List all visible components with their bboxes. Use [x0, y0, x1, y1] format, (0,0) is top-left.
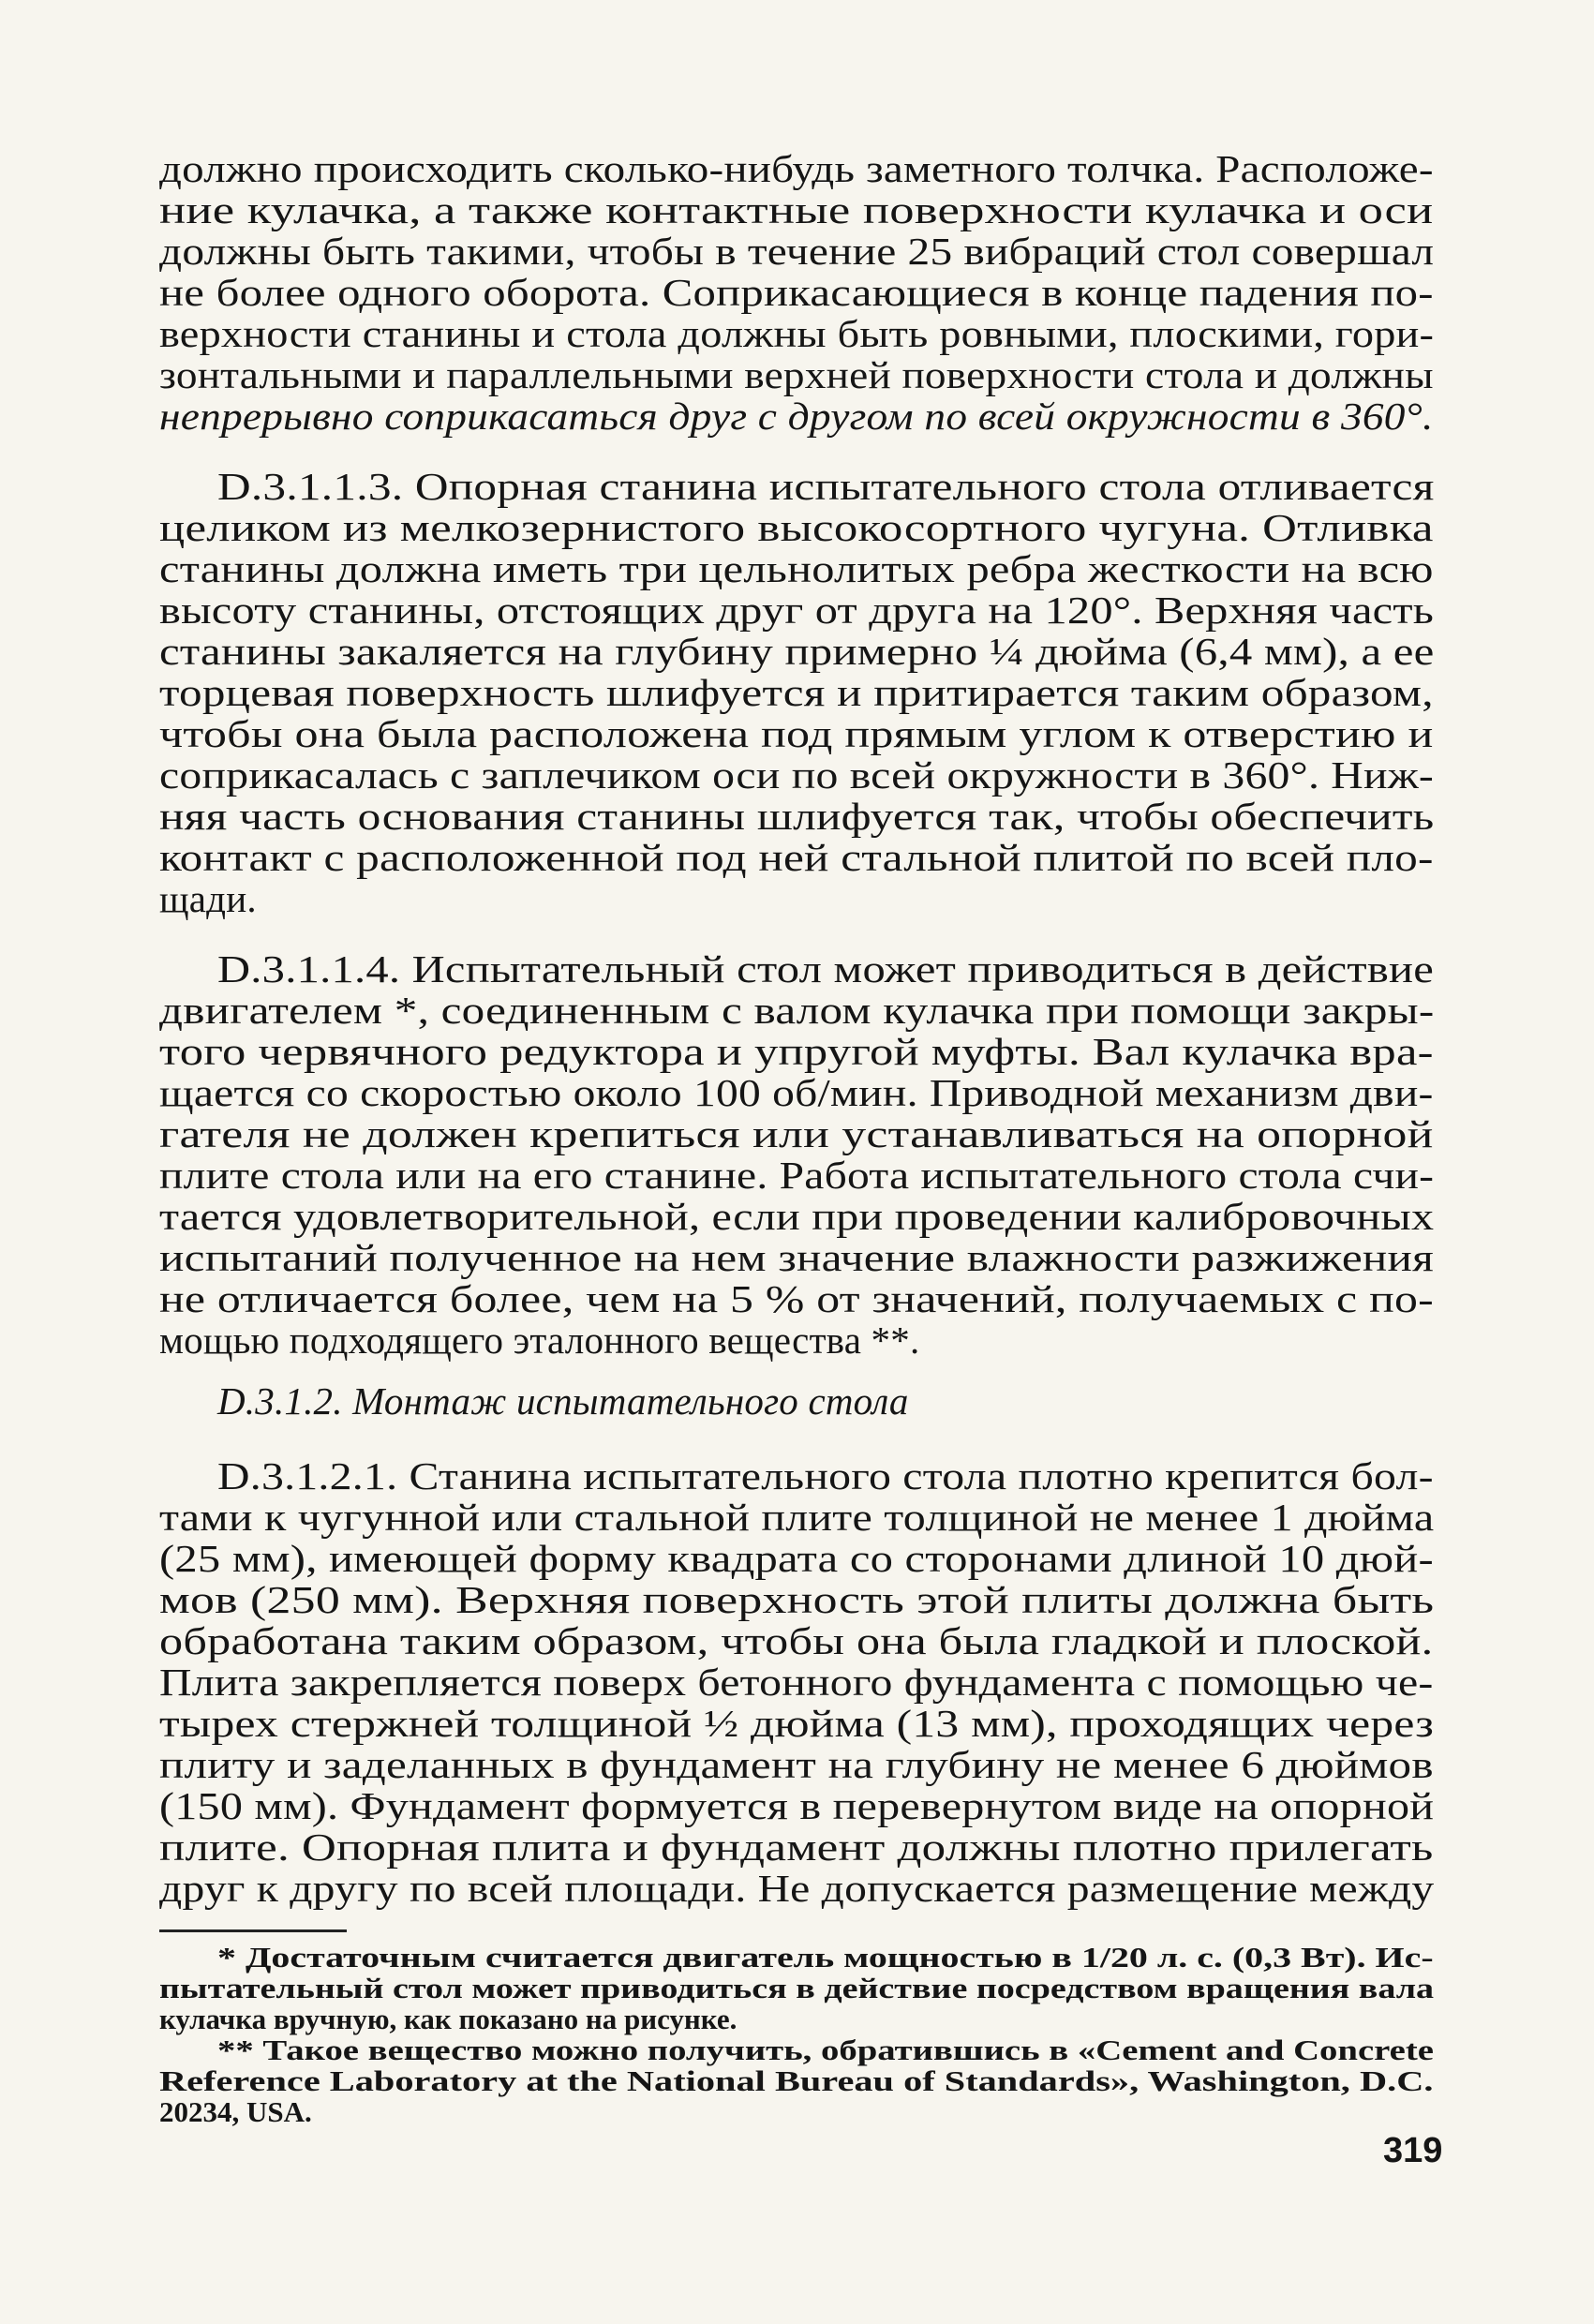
text-line: контакт с расположенной под ней стальной плитой по всей пло- — [159, 836, 1434, 879]
text-line: мов (250 мм). Верхняя поверхность этой плиты должна быть — [159, 1578, 1435, 1621]
text-line: не отличается более, чем на 5 % от значений, получаемых с по- — [159, 1277, 1434, 1320]
text-line: тырех стержней толщиной ½ дюйма (13 мм), проходящих через — [159, 1702, 1435, 1745]
text-line: няя часть основания станины шлифуется так, чтобы обеспечить — [159, 795, 1435, 838]
footnote-line: пытательный стол может приводиться в действие посредством вращения вала — [159, 1972, 1435, 2004]
text-line: верхности станины и стола должны быть ровными, плоскими, гори- — [159, 312, 1435, 355]
text-line: целиком из мелкозернистого высокосортного чугуна. Отливка — [159, 506, 1434, 549]
text-line: станины должна иметь три цельнолитых ребра жесткости на всю — [159, 547, 1434, 590]
text-line: высоту станины, отстоящих друг от друга на 120°. Верхняя часть — [159, 588, 1435, 632]
page-number: 319 — [1383, 2131, 1443, 2170]
text-line: гателя не должен крепиться или устанавливаться на опорной — [159, 1112, 1434, 1155]
text-line: тами к чугунной или стальной плите толщиной не менее 1 дюйма — [159, 1496, 1435, 1539]
text-line: того червячного редуктора и упругой муфты. Вал кулачка вра- — [159, 1030, 1434, 1073]
footnote-line: ** Такое вещество можно получить, обратившись в «Cement and Concrete — [217, 2034, 1434, 2066]
text-line: плите стола или на его станине. Работа испытательного стола счи- — [159, 1154, 1435, 1197]
text-line: должны быть такими, чтобы в течение 25 вибраций стол совершал — [159, 230, 1435, 273]
text-line: непрерывно соприкасаться друг с другом по всей окружности в 360°. — [159, 395, 1434, 438]
text-line: соприкасалась с заплечиком оси по всей окружности в 360°. Ниж- — [159, 753, 1435, 797]
text-line: чтобы она была расположена под прямым углом к отверстию и — [159, 712, 1434, 755]
text-line: мощью подходящего эталонного вещества **. — [159, 1318, 920, 1362]
footnote-divider — [159, 1929, 347, 1932]
text-line: D.3.1.1.4. Испытательный стол может приводиться в действие — [217, 947, 1435, 991]
text-line: станины закаляется на глубину примерно ¼ дюйма (6,4 мм), а ее — [159, 630, 1435, 673]
text-line: ние кулачка, а также контактные поверхности кулачка и оси — [159, 188, 1434, 231]
text-line: плиту и заделанных в фундамент на глубину не менее 6 дюймов — [159, 1743, 1434, 1786]
text-line: (25 мм), имеющей форму квадрата со сторонами длиной 10 дюй- — [159, 1537, 1434, 1580]
text-line: (150 мм). Фундамент формуется в перевернутом виде на опорной — [159, 1784, 1435, 1827]
text-line: D.3.1.2.1. Станина испытательного стола плотно крепится бол- — [217, 1454, 1434, 1497]
text-line: тается удовлетворительной, если при проведении калибровочных — [159, 1195, 1435, 1238]
text-line: торцевая поверхность шлифуется и притирается таким образом, — [159, 671, 1434, 714]
section-heading: D.3.1.2. Монтаж испытательного стола — [217, 1379, 909, 1423]
footnote-line: 20234, USA. — [159, 2095, 312, 2128]
text-line: испытаний полученное на нем значение влажности разжижения — [159, 1236, 1435, 1279]
text-line: должно происходить сколько-нибудь заметного толчка. Расположе- — [159, 147, 1434, 190]
text-line: двигателем *, соединенным с валом кулачка при помощи закры- — [159, 989, 1435, 1032]
text-line: обработана таким образом, чтобы она была гладкой и плоской. — [159, 1619, 1434, 1662]
text-line: щается со скоростью около 100 об/мин. Приводной механизм дви- — [159, 1071, 1434, 1114]
footnote-line: кулачка вручную, как показано на рисунке. — [159, 2003, 737, 2035]
footnote-line: * Достаточным считается двигатель мощностью в 1/20 л. с. (0,3 Вт). Ис- — [217, 1941, 1434, 1974]
text-line: зонтальными и параллельными верхней поверхности стола и должны — [159, 353, 1434, 396]
text-line: не более одного оборота. Соприкасающиеся в конце падения по- — [159, 271, 1434, 314]
text-line: плите. Опорная плита и фундамент должны плотно прилегать — [159, 1825, 1434, 1869]
text-line: Плита закрепляется поверх бетонного фундамента с помощью че- — [159, 1661, 1434, 1704]
text-line: друг к другу по всей площади. Не допускается размещение между — [159, 1867, 1435, 1910]
text-line: D.3.1.1.3. Опорная станина испытательного стола отливается — [217, 465, 1435, 508]
footnote-line: Reference Laboratory at the National Bureau of Standards», Washington, D.C. — [159, 2064, 1434, 2097]
text-line: щади. — [159, 877, 257, 920]
